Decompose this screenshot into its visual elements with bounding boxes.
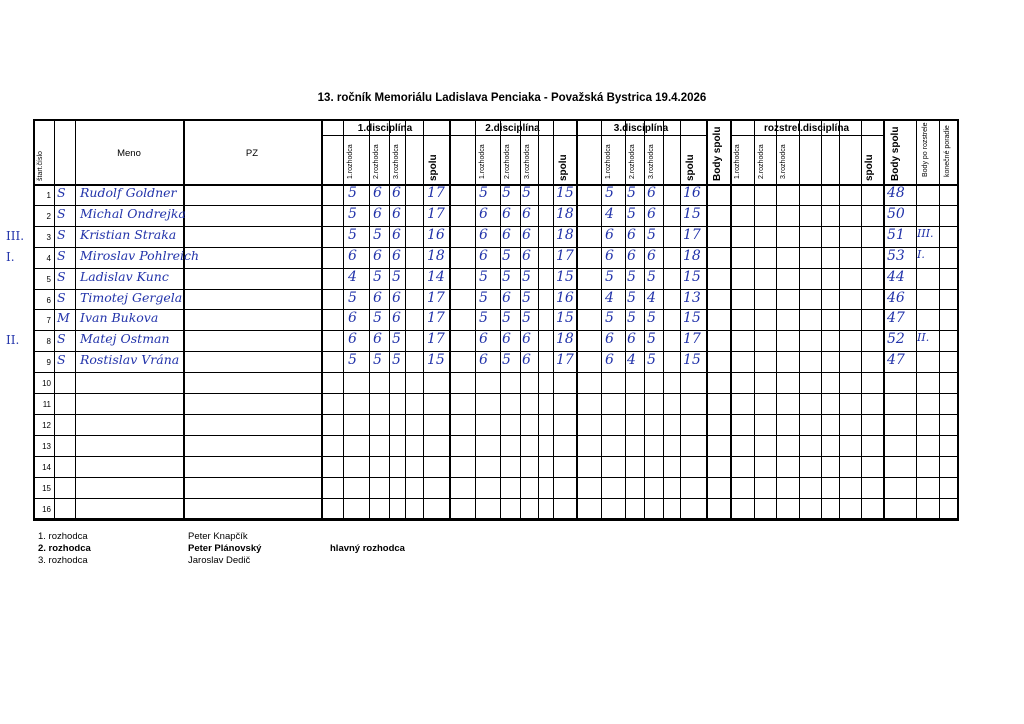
discipline-subtotal: 18 [556,205,574,222]
judge-score: 5 [348,185,357,201]
judge-score: 6 [348,247,357,264]
column-divider [939,119,940,519]
discipline-2-header: 2.disciplína [485,123,540,134]
discipline-subtotal: 18 [683,247,701,264]
column-divider [839,119,840,519]
margin-place-mark: III. [6,228,25,243]
judge-score: 6 [522,226,531,243]
judge-score: 5 [627,185,636,201]
grand-total-score: 52 [887,331,905,348]
judge-score: 5 [627,310,636,327]
discipline-subtotal: 17 [427,289,445,306]
judge-score: 6 [647,185,656,201]
column-divider [54,119,55,519]
subtotal-header: spolu [428,154,439,181]
row-number: 12 [42,420,51,430]
column-divider [730,119,732,519]
judge-score: 5 [479,185,488,201]
column-divider [799,119,800,519]
judge-score: 5 [605,185,614,201]
competitor-name: Ivan Bukova [80,310,159,326]
discipline-subtotal: 17 [427,205,445,222]
column-divider [821,119,822,519]
grand-total-header: Body spolu [890,126,901,181]
discipline-subtotal: 17 [427,310,445,327]
competitor-name: Matej Ostman [80,331,170,347]
judge-score: 4 [348,268,357,285]
judge-score: 5 [348,289,357,306]
discipline-subtotal: 17 [427,331,445,348]
judge-score: 6 [605,226,614,243]
margin-place-mark: I. [6,249,15,264]
judge-2-header: 2.rozhodca [504,144,511,179]
column-divider [389,119,390,519]
column-divider [520,119,521,519]
discipline-subtotal: 14 [427,268,445,285]
group-header-divider [321,135,449,136]
judge-score: 6 [502,331,511,348]
judge-score: 5 [627,268,636,285]
judge-score: 5 [479,289,488,306]
judge-score: 5 [647,352,656,369]
shootoff-subtotal-header: spolu [864,154,875,181]
judge-score: 6 [479,352,488,369]
discipline-subtotal: 17 [427,185,445,201]
judge-1-header: 1.rozhodca [734,144,741,179]
judge-score: 5 [522,289,531,306]
column-divider [343,119,344,519]
competitor-name: Rostislav Vrána [80,352,180,368]
column-divider [776,119,777,519]
grand-total-score: 47 [887,352,905,369]
competitor-category: M [57,310,70,326]
subtotal-header: spolu [558,154,569,181]
grand-total-score: 51 [887,226,905,243]
competitor-category: S [57,268,66,284]
judge-score: 5 [522,268,531,285]
club-column-header: PZ [245,148,259,159]
judge-2-header: 2.rozhodca [758,144,765,179]
judge-score: 6 [373,289,382,306]
judge-score: 5 [392,331,401,348]
discipline-subtotal: 13 [683,289,701,306]
row-number: 16 [42,504,51,514]
judge-score: 5 [502,247,511,264]
results-table [33,119,957,519]
row-number: 6 [46,295,51,305]
judge-score: 6 [479,205,488,222]
column-divider [500,119,501,519]
judge-score: 6 [647,247,656,264]
column-divider [916,119,917,519]
judge-score: 6 [373,247,382,264]
judge-role: 3. rozhodca [38,555,88,566]
judge-score: 6 [392,205,401,222]
judge-3-header: 3.rozhodca [648,144,655,179]
grand-total-score: 53 [887,247,905,264]
column-divider [663,119,664,519]
discipline-subtotal: 15 [683,310,701,327]
row-number: 13 [42,441,51,451]
judge-role: 1. rozhodca [38,531,88,542]
competitor-name: Miroslav Pohlreich [80,247,200,263]
judge-name: Jaroslav Dedič [188,555,251,566]
grand-total-score: 46 [887,289,905,306]
competitor-category: S [57,331,66,347]
row-divider [33,477,957,478]
group-header-divider [576,135,706,136]
points-after-shootoff: III. [917,226,934,240]
column-divider [183,119,185,519]
discipline-subtotal: 18 [556,226,574,243]
judge-role: 2. rozhodca [38,543,91,554]
column-divider [475,119,476,519]
page-title: 13. ročník Memoriálu Ladislava Penciaka - Považská Bystrica 19.4.2026 [317,92,707,104]
column-divider [680,119,681,519]
competitor-category: S [57,226,66,242]
row-divider [33,518,957,519]
total-points-header: Body spolu [712,126,723,181]
judge-score: 6 [373,205,382,222]
competitor-category: S [57,185,66,200]
judge-1-header: 1.rozhodca [347,144,354,179]
competitor-name: Michal Ondrejka [80,205,186,221]
judge-score: 5 [373,310,382,327]
row-number: 8 [46,337,51,347]
name-column-header: Meno [117,148,141,159]
row-number: 1 [46,191,51,200]
judge-score: 6 [373,185,382,201]
judge-score: 6 [502,289,511,306]
column-divider [538,119,539,519]
row-divider [33,435,957,436]
judge-1-header: 1.rozhodca [479,144,486,179]
column-divider [861,119,862,519]
judge-score: 6 [479,226,488,243]
row-number: 2 [46,211,51,221]
judge-score: 6 [605,352,614,369]
discipline-subtotal: 18 [556,331,574,348]
grand-total-score: 48 [887,185,905,201]
judge-score: 5 [627,205,636,222]
judge-score: 6 [522,331,531,348]
row-divider [33,498,957,499]
competitor-category: S [57,247,66,263]
row-number: 14 [42,462,51,472]
group-header-divider [730,135,883,136]
grand-total-score: 50 [887,205,905,222]
judge-score: 5 [348,205,357,222]
column-divider [576,119,578,519]
judge-score: 6 [627,226,636,243]
row-number: 9 [46,358,51,368]
row-divider [33,414,957,415]
judge-score: 5 [392,268,401,285]
discipline-subtotal: 15 [683,268,701,285]
discipline-subtotal: 16 [683,185,701,201]
column-divider [644,119,645,519]
discipline-subtotal: 15 [556,310,574,327]
row-number: 5 [46,274,51,284]
discipline-subtotal: 17 [683,331,701,348]
margin-place-mark: II. [6,333,20,348]
row-divider [33,330,957,331]
discipline-subtotal: 15 [556,185,574,201]
column-divider [449,119,451,519]
row-number: 11 [42,400,51,409]
judge-score: 5 [647,226,656,243]
discipline-subtotal: 15 [427,352,445,369]
judge-score: 5 [605,310,614,327]
judge-3-header: 3.rozhodca [524,144,531,179]
column-divider [405,119,406,519]
judge-score: 4 [605,289,614,306]
competitor-name: Kristian Straka [80,226,177,242]
judge-name: Peter Knapčík [188,531,248,542]
judge-score: 5 [348,226,357,243]
discipline-subtotal: 16 [556,289,574,306]
column-divider [321,119,323,519]
judge-2-header: 2.rozhodca [629,144,636,179]
judge-score: 6 [522,205,531,222]
judge-score: 5 [348,352,357,369]
judge-score: 6 [348,331,357,348]
discipline-1-header: 1.disciplína [357,123,413,134]
row-number: 10 [42,379,51,389]
column-divider [369,119,370,519]
judge-score: 6 [392,226,401,243]
judge-name: Peter Plánovský [188,543,262,554]
column-divider [75,119,76,519]
judge-score: 5 [502,185,511,201]
competitor-name: Timotej Gergela [80,289,183,305]
judge-score: 5 [392,352,401,369]
judge-score: 6 [522,247,531,264]
row-number: 4 [46,253,51,263]
column-divider [601,119,602,519]
final-rank-header: konečné poradie [944,125,951,177]
judge-score: 6 [392,310,401,327]
judge-score: 5 [605,268,614,285]
column-divider [423,119,424,519]
competitor-category: S [57,289,66,305]
row-number: 15 [42,483,51,493]
judge-3-header: 3.rozhodca [393,144,400,179]
column-divider [883,119,885,519]
grand-total-score: 44 [887,268,905,285]
judge-2-header: 2.rozhodca [373,144,380,179]
row-divider [33,309,957,310]
judge-1-header: 1.rozhodca [605,144,612,179]
judge-score: 6 [522,352,531,369]
judge-score: 5 [522,185,531,201]
points-after-shootoff: II. [917,331,930,345]
judge-score: 6 [605,247,614,264]
competitor-name: Rudolf Goldner [80,185,177,200]
competitor-name: Ladislav Kunc [80,268,169,284]
judge-score: 5 [647,331,656,348]
judge-score: 6 [647,205,656,222]
judge-score: 6 [479,331,488,348]
judge-score: 5 [373,352,382,369]
start-number-header: štart.číslo [37,151,44,181]
judge-score: 4 [627,352,636,369]
judge-score: 5 [522,310,531,327]
judge-3-header: 3.rozhodca [780,144,787,179]
points-after-shootoff: I. [917,247,925,261]
judge-score: 6 [373,331,382,348]
judge-score: 5 [373,226,382,243]
judge-score: 5 [502,310,511,327]
judge-score: 4 [647,289,656,306]
discipline-subtotal: 17 [556,352,574,369]
discipline-3-header: 3.disciplína [613,123,669,134]
column-divider [706,119,708,519]
row-divider [33,372,957,373]
judge-score: 6 [605,331,614,348]
subtotal-header: spolu [685,154,696,181]
judge-score: 6 [348,310,357,327]
row-divider [33,393,957,394]
discipline-subtotal: 17 [556,247,574,264]
column-divider [625,119,626,519]
discipline-subtotal: 17 [683,226,701,243]
competitor-category: S [57,205,66,221]
shootoff-header: rozstrel.disciplína [763,123,850,134]
points-after-shootoff-header: Body po rozstrele [922,122,929,177]
discipline-subtotal: 15 [556,268,574,285]
judge-score: 5 [647,268,656,285]
judge-score: 5 [502,352,511,369]
judge-score: 6 [502,205,511,222]
judge-score: 5 [479,310,488,327]
grand-total-score: 47 [887,310,905,327]
discipline-subtotal: 18 [427,247,445,264]
discipline-subtotal: 15 [683,205,701,222]
judge-score: 6 [479,247,488,264]
judge-score: 5 [627,289,636,306]
discipline-subtotal: 16 [427,226,445,243]
group-header-divider [449,135,576,136]
column-divider [754,119,755,519]
judge-score: 5 [479,268,488,285]
row-divider [33,456,957,457]
judge-score: 5 [373,268,382,285]
judge-score: 6 [392,289,401,306]
row-divider [33,268,957,269]
judge-score: 6 [392,247,401,264]
judge-score: 6 [627,247,636,264]
judge-score: 6 [502,226,511,243]
row-number: 7 [46,316,51,326]
column-divider [553,119,554,519]
judge-score: 5 [647,310,656,327]
competitor-category: S [57,352,66,368]
judge-score: 5 [502,268,511,285]
judge-score: 4 [605,205,614,222]
row-number: 3 [46,232,51,242]
judge-score: 6 [627,331,636,348]
judge-note: hlavný rozhodca [330,543,405,554]
judge-score: 6 [392,185,401,201]
discipline-subtotal: 15 [683,352,701,369]
